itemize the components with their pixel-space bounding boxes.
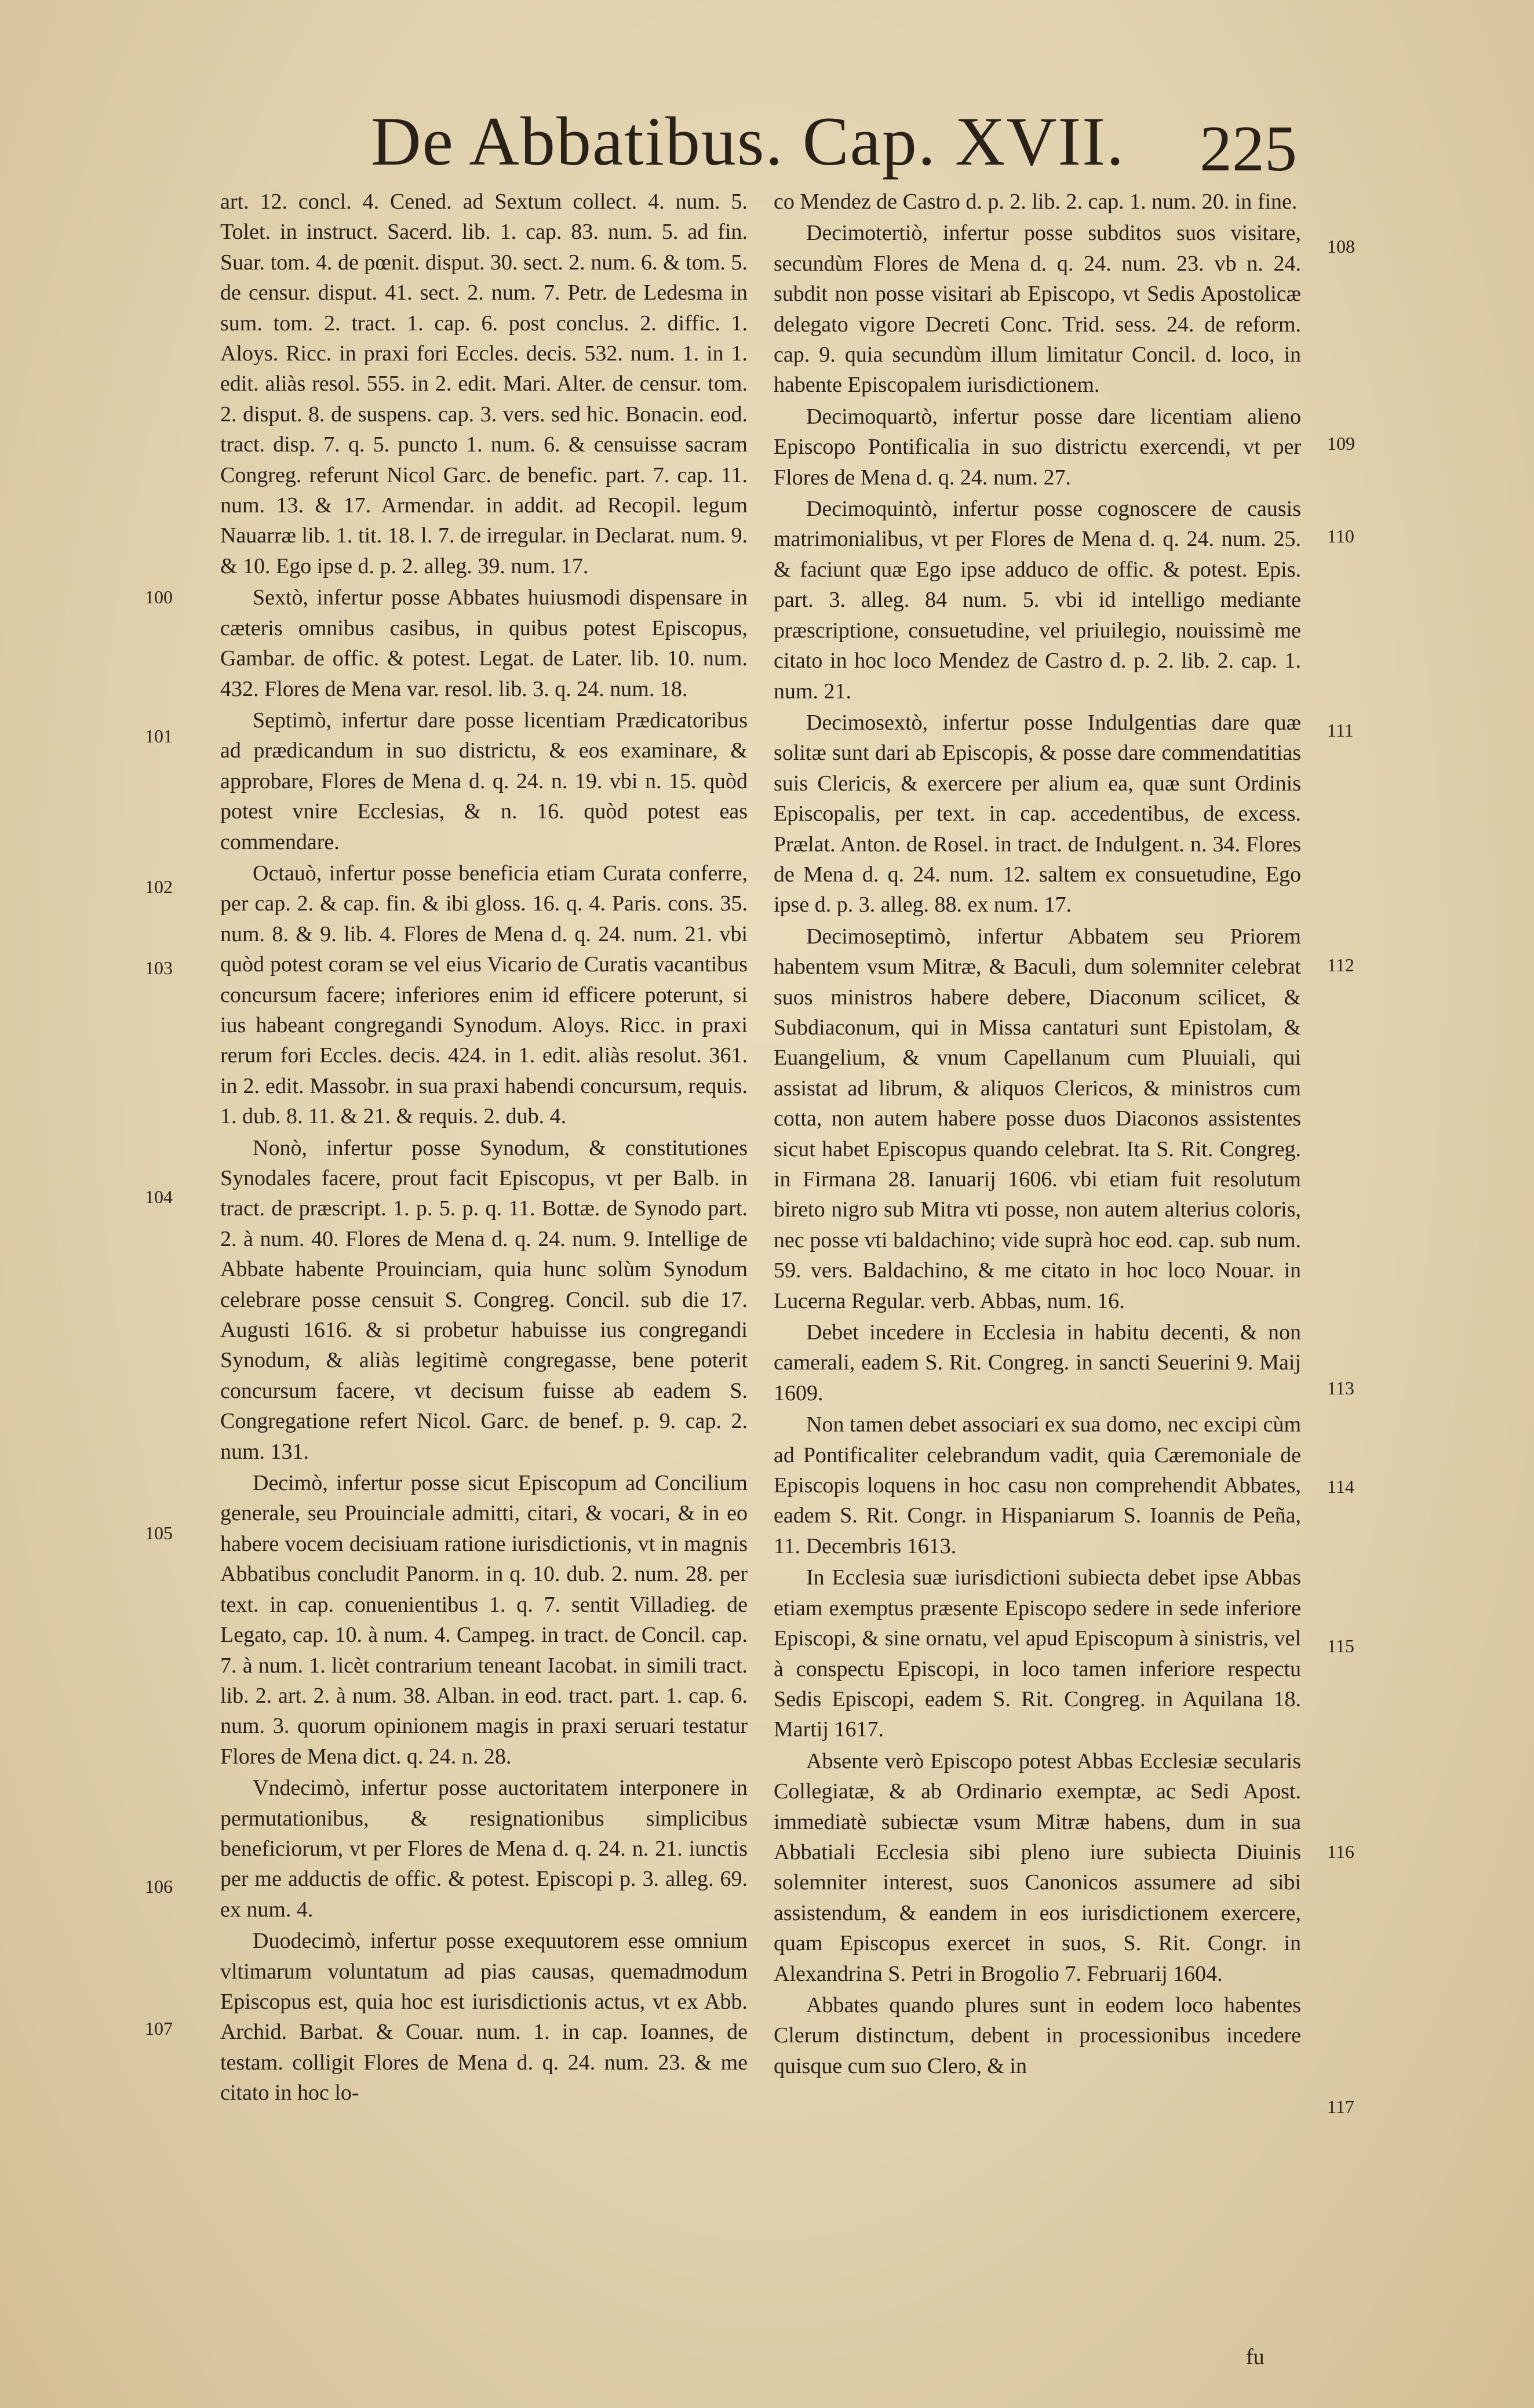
- paragraph: Decimoquartò, infertur posse dare licentiam alieno Episcopo Pontificalia in suo districtu exercendi, vt per Flores de Mena d. q. 24. num. 27.: [774, 404, 1301, 490]
- margin-number: 108: [1327, 236, 1355, 257]
- margin-number: 103: [145, 957, 173, 978]
- paragraph: Debet incedere in Ecclesia in habitu decenti, & non camerali, eadem S. Rit. Congreg. in sancti Seuerini 9. Maij 1609.: [774, 1320, 1301, 1405]
- paragraph: In Ecclesia suæ iurisdictioni subiecta debet ipse Abbas etiam exemptus præsente Episcopo sedere in sede inferiore Episcopi, & sine ornatu, vel apud Episcopum à sinistris, vel à conspectu Episcopi, in loco tamen inferiore respectu Sedis Episcopi, eadem S. Rit. Congreg. in Aquilana 18. Martij 1617.: [774, 1565, 1301, 1742]
- paragraph: Octauò, infertur posse beneficia etiam Curata conferre, per cap. 2. & cap. fin. & ibi gloss. 16. q. 4. Paris. cons. 35. num. 8. & 9. lib. 4. Flores de Mena d. q. 24. num. 21. vbi quòd potest coram se vel eius Vicario de Curatis vacantibus concursum facere; inferiores enim id efficere poterunt, si ius habeant congregandi Synodum. Aloys. Ricc. in praxi rerum fori Eccles. decis. 424. in 1. edit. aliàs resolut. 361. in 2. edit. Massobr. in sua praxi habendi concursum, requis. 1. dub. 8. 11. & 21. & requis. 2. dub. 4.: [220, 861, 748, 1129]
- margin-number: 115: [1327, 1635, 1354, 1656]
- paragraph: co Mendez de Castro d. p. 2. lib. 2. cap. 1. num. 20. in fine.: [774, 190, 1298, 214]
- paragraph: Septimò, infertur dare posse licentiam Prædicatoribus ad prædicandum in suo districtu, & eos examinare, & approbare, Flores de Mena d. q. 24. n. 19. vbi n. 15. quòd potest vnire Ecclesias, & n. 16. quòd potest eas commendare.: [220, 708, 748, 854]
- margin-number: 106: [145, 1876, 173, 1897]
- paragraph: Abbates quando plures sunt in eodem loco habentes Clerum distinctum, debent in processionibus incedere quisque cum suo Clero, & in: [774, 1992, 1301, 2078]
- margin-number: 109: [1327, 433, 1355, 454]
- page-title: De Abbatibus. Cap. XVII.: [371, 103, 1125, 180]
- margin-number: 116: [1327, 1841, 1354, 1862]
- margin-number: 107: [145, 2018, 173, 2039]
- paragraph: Decimoseptimò, infertur Abbatem seu Priorem habentem vsum Mitræ, & Baculi, dum solemniter celebrat suos ministros habere debere, Diaconum scilicet, & Subdiaconum, qui in Missa cantaturi sunt Epistolam, & Euangelium, & vnum Capellanum cum Pluuiali, qui assistat ad librum, & aliquos Clericos, & ministros cum cotta, non autem habere posse duos Diaconos assistentes sicut habet Episcopus quando celebrat. Ita S. Rit. Congreg. in Firmana 28. Ianuarij 1606. vbi etiam fuit resolutum bireto nigro sub Mitra vti posse, non autem alterius coloris, nec posse vti baldachino; vide suprà hoc eod. cap. sub num. 59. vers. Baldachino, & me citato in hoc loco Nouar. in Lucerna Regular. verb. Abbas, num. 16.: [774, 924, 1301, 1313]
- margin-number: 113: [1327, 1378, 1354, 1398]
- running-header: [371, 101, 1356, 188]
- margin-number: 111: [1327, 720, 1354, 741]
- margin-number: 117: [1327, 2096, 1354, 2117]
- paragraph: Nonò, infertur posse Synodum, & constitutiones Synodales facere, prout facit Episcopus, vt per Balb. in tract. de præscript. 1. p. 5. p. q. 11. Bottæ. de Synodo part. 2. à num. 40. Flores de Mena d. q. 24. num. 9. Intellige de Abbate habente Prouinciam, quia hunc solùm Synodum celebrare posse censuit S. Congreg. Concil. sub die 17. Augusti 1616. & si probetur habuisse ius congregandi Synodum, & aliàs legitimè congregasse, bene poterit concursum facere, vt decisum fuisse ab eadem S. Congregatione refert Nicol. Garc. de benef. p. 9. cap. 2. num. 131.: [220, 1135, 748, 1464]
- paragraph: Vndecimò, infertur posse auctoritatem interponere in permutationibus, & resignationibus simplicibus beneficiorum, vt per Flores de Mena d. q. 24. n. 21. iunctis per me adductis de offic. & potest. Episcopi p. 3. alleg. 69. ex num. 4.: [220, 1776, 748, 1922]
- paragraph: Decimò, infertur posse sicut Episcopum ad Concilium generale, seu Prouinciale admitti, citari, & vocari, & in eo habere vocem decisiuam ratione iurisdictionis, vt in magnis Abbatibus concludit Panorm. in q. 10. dub. 2. num. 28. per text. in cap. conuenientibus 1. q. 7. sentit Villadieg. de Legato, cap. 10. à num. 4. Campeg. in tract. de Concil. cap. 7. à num. 1. licèt contrarium teneant Iacobat. in simili tract. lib. 2. art. 2. à num. 38. Alban. in eod. tract. part. 1. cap. 6. num. 3. quorum opinionem magis in praxi seruari testatur Flores de Mena dict. q. 24. n. 28.: [220, 1471, 748, 1769]
- paragraph: art. 12. concl. 4. Cened. ad Sextum collect. 4. num. 5. Tolet. in instruct. Sacerd. lib. 1. cap. 83. num. 5. ad fin. Suar. tom. 4. de pœnit. disput. 30. sect. 2. num. 6. & tom. 5. de censur. disput. 41. sect. 2. num. 7. Petr. de Ledesma in sum. tom. 2. tract. 1. cap. 6. post conclus. 2. diffic. 1. Aloys. Ricc. in praxi fori Eccles. decis. 532. num. 1. in 1. edit. aliàs resol. 555. in 2. edit. Mari. Alter. de censur. tom. 2. disput. 8. de suspens. cap. 3. vers. sed hic. Bonacin. eod. tract. disp. 7. q. 5. puncto 1. num. 6. & censuisse sacram Congreg. referunt Nicol Garc. de benefic. part. 7. cap. 11. num. 13. & 17. Armendar. in addit. ad Recopil. legum Nauarræ lib. 1. tit. 18. l. 7. de irregular. in Declarat. num. 9. & 10. Ego ipse d. p. 2. alleg. 39. num. 17.: [220, 190, 748, 578]
- left-column: [220, 187, 748, 2110]
- margin-number: 100: [145, 586, 173, 607]
- paragraph: Decimosextò, infertur posse Indulgentias dare quæ solitæ sunt dari ab Episcopis, & posse dare commendatitias suis Clericis, & exercere per alium ea, quæ sunt Ordinis Episcopalis, per text. in cap. accedentibus, de excess. Prælat. Anton. de Rosel. in tract. de Indulgent. n. 34. Flores de Mena d. q. 24. num. 12. saltem ex consuetudine, Ego ipse d. p. 3. alleg. 88. ex num. 17.: [774, 710, 1301, 917]
- paragraph: Duodecimò, infertur posse exequutorem esse omnium vltimarum voluntatum ad pias causas, quemadmodum Episcopus est, quia hoc est iurisdictionis actus, vt ex Abb. Archid. Barbat. & Couar. num. 1. in cap. Ioannes, de testam. colligit Flores de Mena d. q. 24. num. 23. & me citato in hoc lo-: [220, 1929, 748, 2105]
- margin-number: 102: [145, 876, 173, 897]
- margin-number: 110: [1327, 526, 1354, 547]
- catchword: fu: [1246, 2345, 1265, 2369]
- paragraph: Absente verò Episcopo potest Abbas Ecclesiæ secularis Collegiatæ, & ab Ordinario exemptæ, ac Sedi Apost. immediatè subiectæ vsum Mitræ habens, dum in sua Abbatiali Ecclesia sibi pleno iure subiecta Diuinis solemniter interest, suos Canonicos assumere ad sibi assistendum, & eandem in eos iurisdictionem exercere, quam Episcopus exercet in suos, S. Rit. Congr. in Alexandrina S. Petri in Brogolio 7. Februarij 1604.: [774, 1748, 1301, 1986]
- margin-number: 104: [145, 1186, 173, 1207]
- paragraph: Sextò, infertur posse Abbates huiusmodi dispensare in cæteris omnibus casibus, in quibus potest Episcopus, Gambar. de offic. & potest. Legat. de Later. lib. 10. num. 432. Flores de Mena var. resol. lib. 3. q. 24. num. 18.: [220, 585, 748, 701]
- paragraph: Decimotertiò, infertur posse subditos suos visitare, secundùm Flores de Mena d. q. 24. num. 23. vb n. 24. subdit non posse visitari ab Episcopo, vt Sedis Apostolicæ delegato vigore Decreti Conc. Trid. sess. 24. de reform. cap. 9. quia secundùm illum limitatur Concil. d. loco, in habente Episcopalem iurisdictionem.: [774, 221, 1301, 398]
- paragraph: Non tamen debet associari ex sua domo, nec excipi cùm ad Pontificaliter celebrandum vadit, quia Cæremoniale de Episcopis loquens in hoc casu non comprehendit Abbates, eadem S. Rit. Congr. in Hispaniarum S. Ioannis de Peña, 11. Decembris 1613.: [774, 1412, 1301, 1558]
- paragraph: Decimoquintò, infertur posse cognoscere de causis matrimonialibus, vt per Flores de Mena d. q. 24. num. 25. & faciunt quæ Ego ipse adduco de offic. & potest. Epis. part. 3. alleg. 84 num. 5. vbi id intelligo mediante præscriptione, consuetudine, vel priuilegio, nouissimè me citato in hoc loco Mendez de Castro d. p. 2. lib. 2. cap. 1. num. 21.: [774, 497, 1301, 704]
- margin-number: 112: [1327, 955, 1354, 975]
- margin-number: 101: [145, 726, 173, 746]
- right-column: [774, 187, 1301, 2082]
- margin-number: 105: [145, 1522, 173, 1543]
- margin-number: 114: [1327, 1476, 1354, 1497]
- page-number: 225: [1200, 113, 1297, 185]
